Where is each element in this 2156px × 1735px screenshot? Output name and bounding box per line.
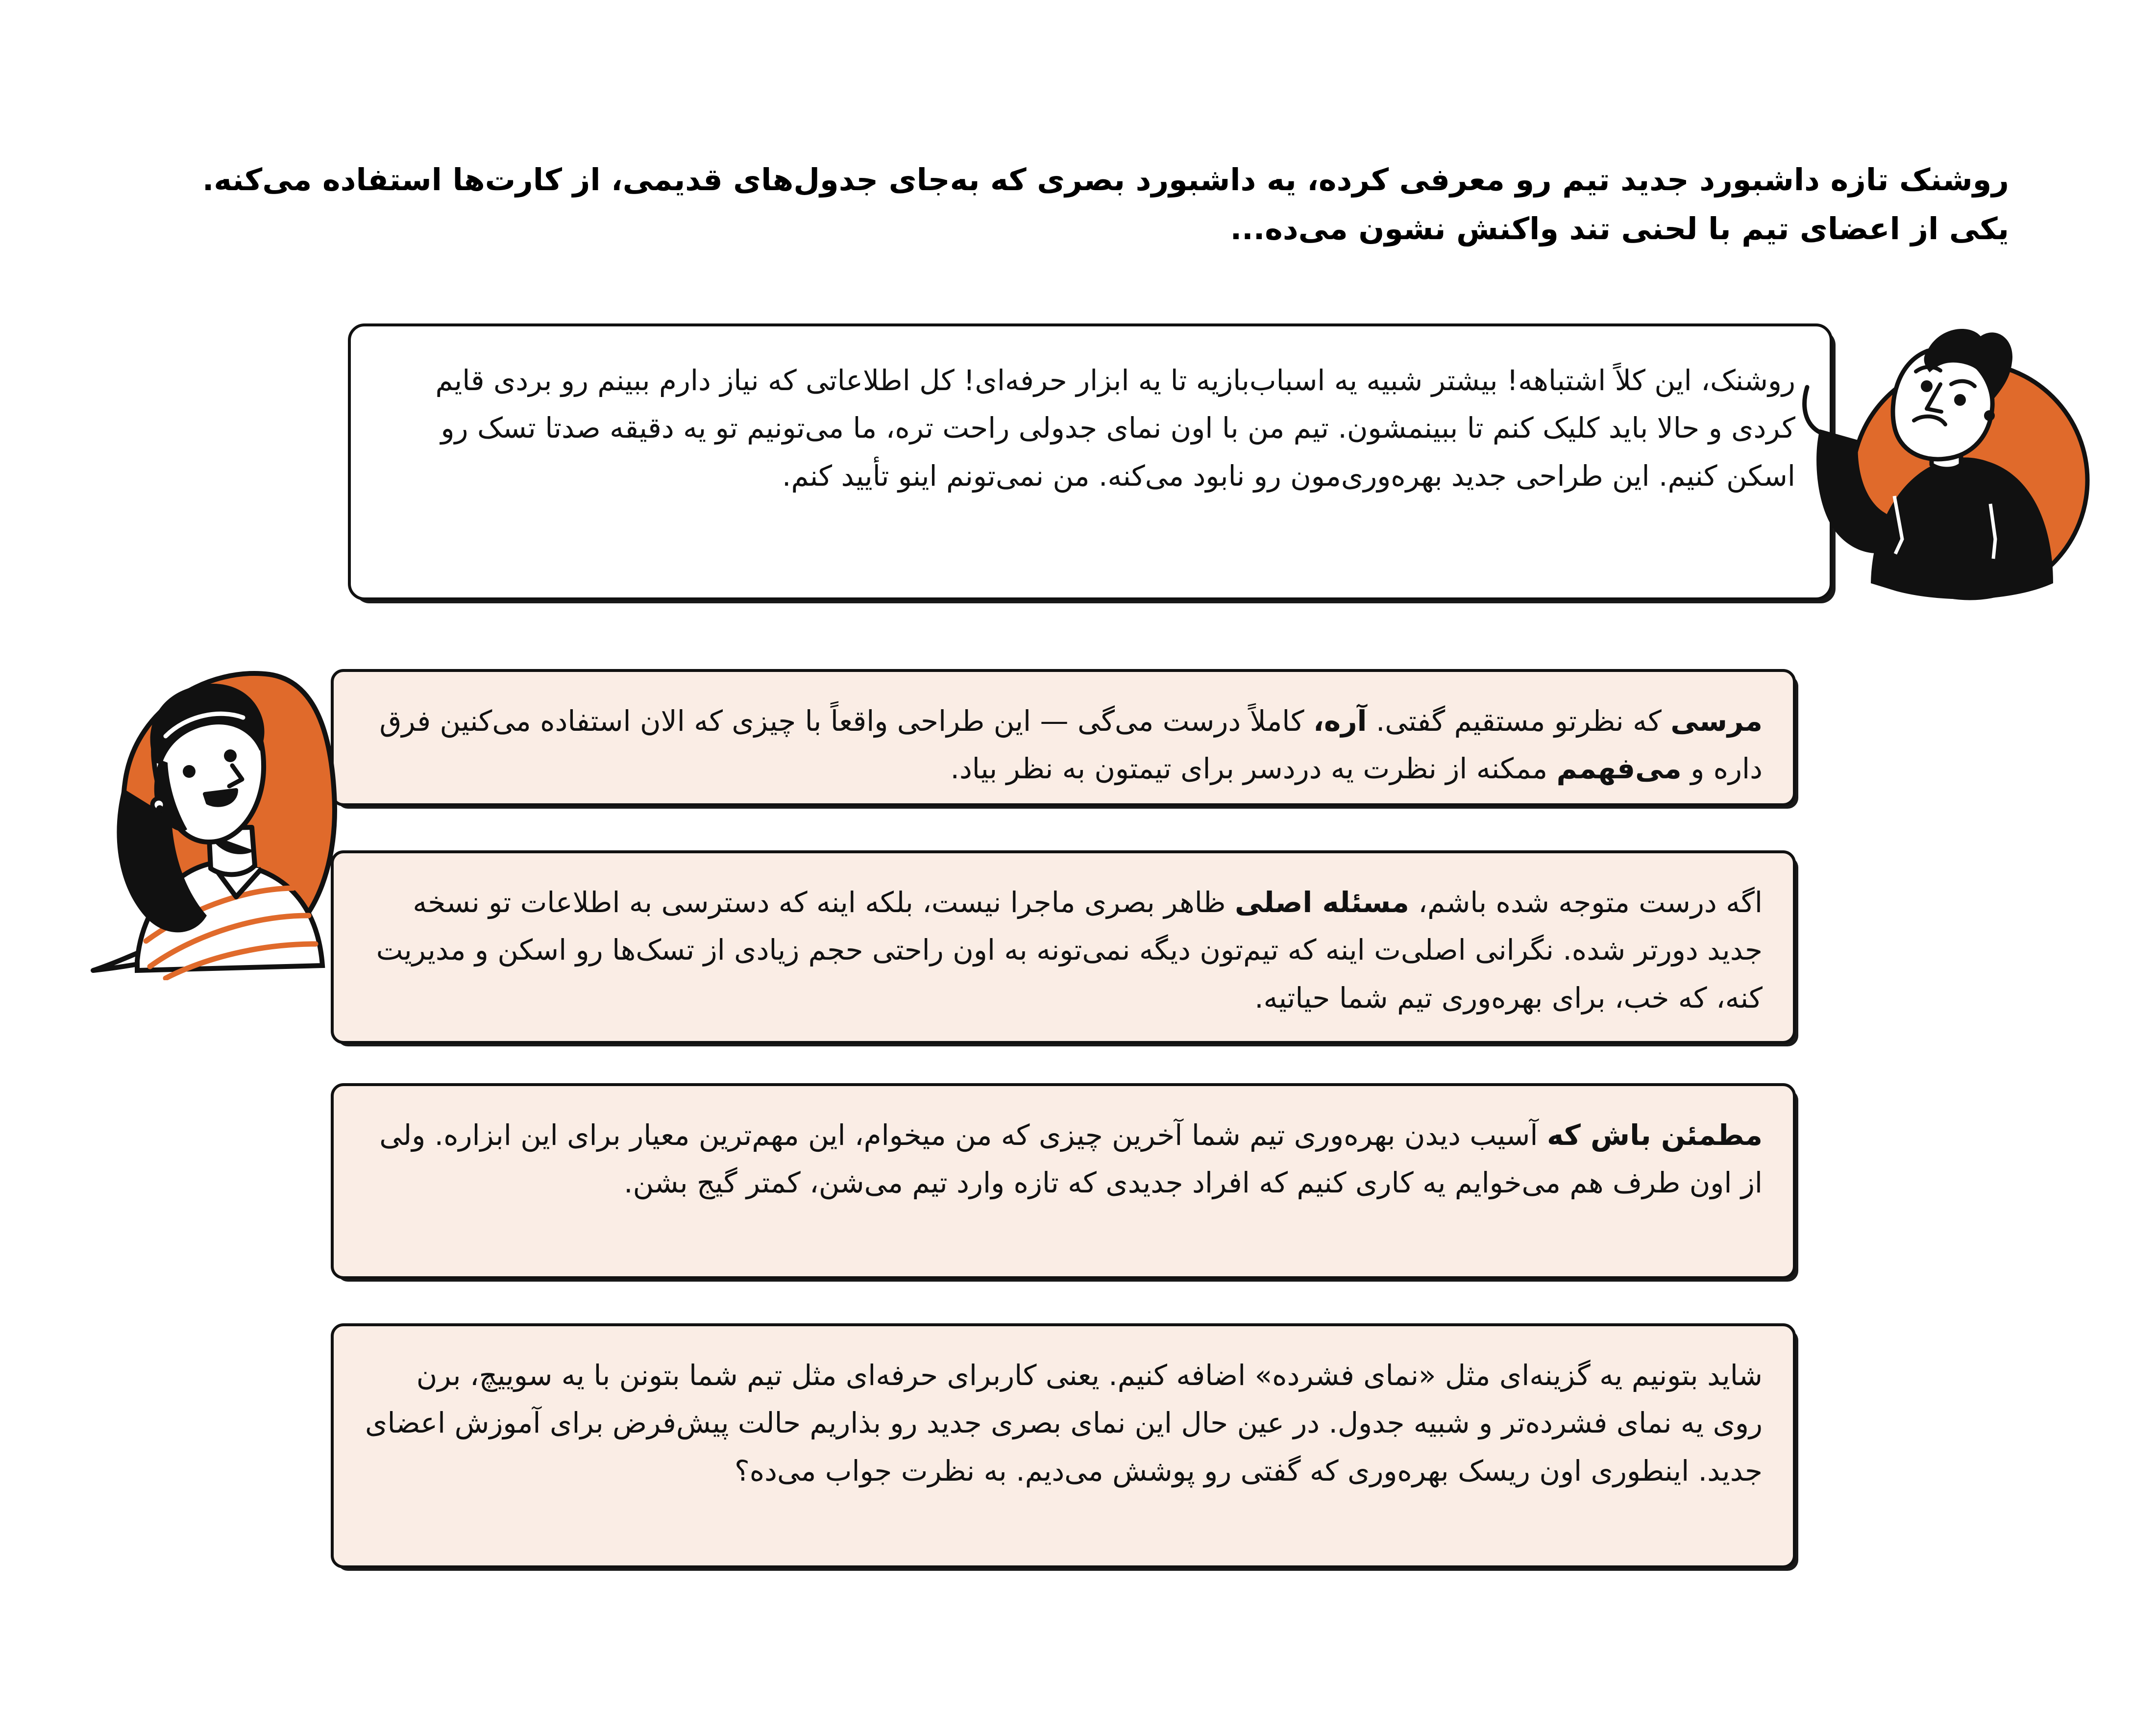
message-bubble-1 (348, 323, 1833, 600)
emphasis-text: مرسی (1670, 704, 1763, 738)
message-bubble-3 (331, 850, 1796, 1044)
message-text-3 (364, 879, 1763, 1022)
emphasis-text: می‌فهمم (1556, 752, 1682, 786)
plain-text: که نظرتو مستقیم گفتی. (1367, 704, 1671, 738)
message-text-5 (364, 1352, 1763, 1495)
angry-team-member-avatar (1798, 309, 2112, 622)
plain-text: اگه درست متوجه شده باشم، (1409, 886, 1763, 919)
emphasis-text: مطمئن باش که (1546, 1118, 1763, 1152)
plain-text: روشنک، این کلاً اشتباهه! بیشتر شبیه یه اسباب‌بازیه تا یه ابزار حرفه‌ای! کل اطلاعاتی که نیاز دارم ببینم رو بردی قایم کردی و حالا باید کلیک کنم تا ببینمشون. تیم من با اون نمای جدولی راحت تره، ما می‌تونیم تو یه دقیقه صدتا تسک رو اسکن کنیم. این طراحی جدید بهره‌وری‌مون رو نابود می‌کنه. من نمی‌تونم اینو تأیید کنم. (435, 364, 1795, 493)
emphasis-text: مسئله اصلی (1235, 886, 1409, 919)
plain-text: آسیب دیدن بهره‌وری تیم شما آخرین چیزی که من میخوام، این مهم‌ترین معیار برای این ابزاره. ولی از اون طرف هم می‌خوایم یه کاری کنیم که افراد جدیدی که تازه وارد تیم می‌شن، کمتر گیج بشن. (379, 1118, 1763, 1200)
plain-text: ظاهر بصری ماجرا نیست، بلکه اینه که دسترسی به اطلاعات تو نسخه جدید دورتر شده. نگرانی اصلی‌ت اینه که تیم‌تون دیگه نمی‌تونه به اون راحتی حجم زیادی از تسک‌ها رو اسکن و مدیریت کنه، که خب، برای بهره‌وری تیم شما حیاتیه. (376, 886, 1763, 1015)
emphasis-text: آره، (1313, 704, 1367, 738)
message-bubble-2 (331, 669, 1796, 806)
message-bubble-5 (331, 1323, 1796, 1568)
plain-text: کاملاً درست می‌گی — این طراحی واقعاً با چیزی که الان استفاده می‌کنین فرق داره و (379, 704, 1763, 786)
message-text-1 (385, 357, 1795, 500)
message-bubble-4 (331, 1083, 1796, 1279)
plain-text: شاید بتونیم یه گزینه‌ای مثل «نمای فشرده» اضافه کنیم. یعنی کاربرای حرفه‌ای مثل تیم شما بتونن با یه سوییچ، برن روی یه نمای فشرده‌تر و شبیه جدول. در عین حال این نمای بصری جدید رو بذاریم حالت پیش‌فرض برای آموزش اعضای جدید. اینطوری اون ریسک بهره‌وری که گفتی رو پوشش می‌دیم. به نظرت جواب می‌ده؟ (365, 1359, 1763, 1487)
message-text-4 (364, 1112, 1763, 1207)
intro-paragraph: روشنک تازه داشبورد جدید تیم رو معرفی کرده، یه داشبورد بصری که به‌جای جدول‌های قدیمی، از کارت‌ها استفاده می‌کنه. یکی از اعضای تیم با لحنی تند واکنش نشون می‌ده... (202, 162, 2009, 247)
plain-text: ممکنه از نظرت یه دردسر برای تیمتون به نظر بیاد. (950, 752, 1557, 786)
message-text-2 (364, 697, 1763, 793)
